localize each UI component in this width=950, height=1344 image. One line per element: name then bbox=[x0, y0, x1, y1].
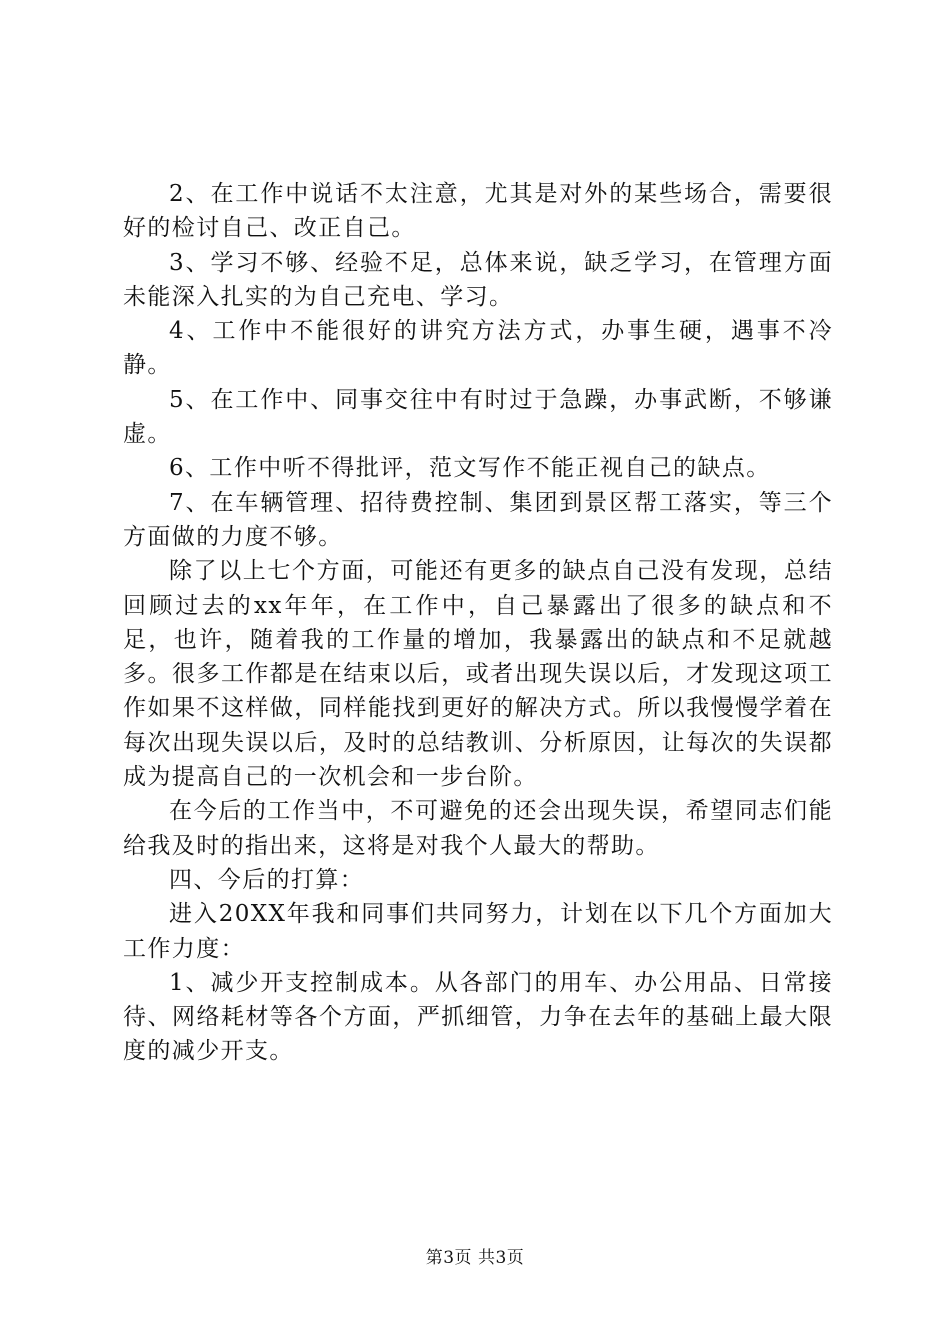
paragraph-hope: 在今后的工作当中，不可避免的还会出现失误，希望同志们能给我及时的指出来，这将是对我个人最大的帮助。 bbox=[123, 798, 833, 859]
page-indicator: 第3页 共3页 bbox=[425, 1248, 525, 1268]
paragraph-item-5: 5、在工作中、同事交往中有时过于急躁，办事武断，不够谦虚。 bbox=[123, 386, 833, 448]
paragraph-item-2: 2、在工作中说话不太注意，尤其是对外的某些场合，需要很好的检讨自己、改正自己。 bbox=[123, 181, 833, 242]
paragraph-item-3: 3、学习不够、经验不足，总体来说，缺乏学习，在管理方面未能深入扎实的为自己充电、学习。 bbox=[123, 249, 833, 310]
paragraph-item-6: 6、工作中听不得批评，范文写作不能正视自己的缺点。 bbox=[169, 455, 771, 482]
paragraph-item-7: 7、在车辆管理、招待费控制、集团到景区帮工落实，等三个方面做的力度不够。 bbox=[123, 489, 833, 550]
paragraph-item-4: 4、工作中不能很好的讲究方法方式，办事生硬，遇事不冷静。 bbox=[123, 318, 833, 379]
paragraph-plan-1: 1、减少开支控制成本。从各部门的用车、办公用品、日常接待、网络耗材等各个方面，严抓细管，力争在去年的基础上最大限度的减少开支。 bbox=[123, 969, 833, 1065]
paragraph-summary: 除了以上七个方面，可能还有更多的缺点自己没有发现，总结回顾过去的xx年年，在工作中，自己暴露出了很多的缺点和不足，也许，随着我的工作量的增加，我暴露出的缺点和不足就越多。很多工作都是在结束以后，或者出现失误以后，才发现这项工作如果不这样做，同样能找到更好的解决方式。所以我慢慢学着在每次出现失误以后，及时的总结教训、分析原因，让每次的失误都成为提高自己的一次机会和一步台阶。 bbox=[123, 558, 833, 791]
document-body bbox=[123, 177, 833, 1069]
section-heading-plans: 四、今后的打算： bbox=[169, 866, 365, 893]
paragraph-plans-intro: 进入20XX年我和同事们共同努力，计划在以下几个方面加大工作力度： bbox=[123, 901, 833, 962]
